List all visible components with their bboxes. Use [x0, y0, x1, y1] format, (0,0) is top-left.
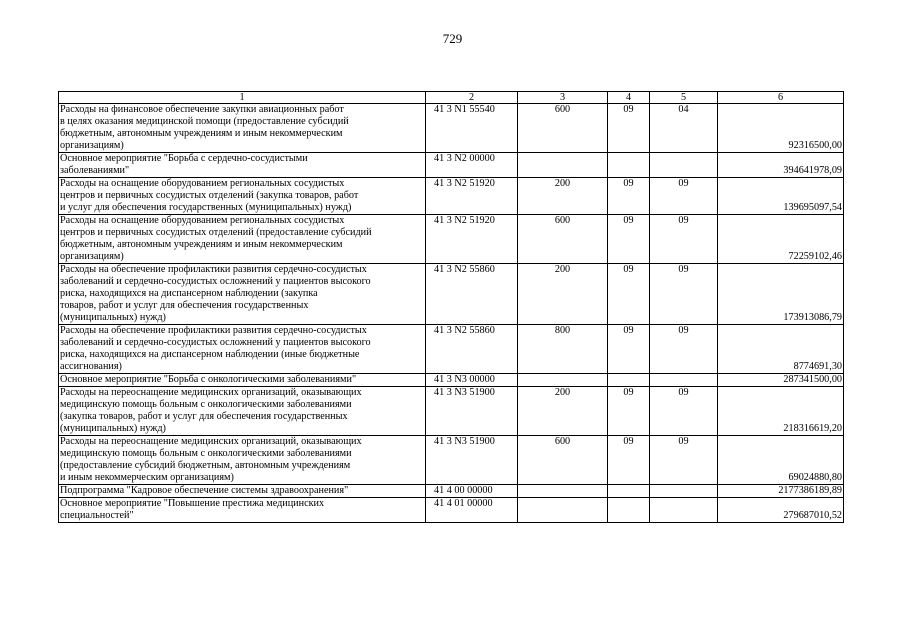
row-subsection-cell [650, 153, 718, 178]
row-name-cell: Расходы на оснащение оборудованием региональных сосудистых центров и первичных сосудистых отделений (закупка товаров, работ и услуг для обеспечения государственных (муниципальных) нужд) [59, 178, 426, 215]
row-subsection-cell: 09 [650, 387, 718, 436]
header-cell: 1 [59, 92, 426, 104]
table-row [59, 387, 844, 436]
row-section-cell [608, 498, 650, 523]
row-amount-cell: 69024880,80 [718, 436, 844, 485]
row-code-cell: 41 4 00 00000 [426, 485, 518, 498]
row-name-cell: Расходы на переоснащение медицинских организаций, оказывающих медицинскую помощь больным с онкологическими заболеваниями (закупка товаров, работ и услуг для обеспечения государственных (муниципальных) нужд) [59, 387, 426, 436]
row-expense-type-cell [518, 498, 608, 523]
row-amount-cell: 8774691,30 [718, 325, 844, 374]
row-section-cell: 09 [608, 178, 650, 215]
row-subsection-cell: 09 [650, 325, 718, 374]
row-name-cell: Подпрограмма "Кадровое обеспечение системы здравоохранения" [59, 485, 426, 498]
row-expense-type-cell: 200 [518, 264, 608, 325]
row-subsection-cell: 09 [650, 436, 718, 485]
row-name-cell: Основное мероприятие "Борьба с онкологическими заболеваниями" [59, 374, 426, 387]
row-code-cell: 41 3 N2 00000 [426, 153, 518, 178]
row-expense-type-cell [518, 485, 608, 498]
header-cell: 6 [718, 92, 844, 104]
row-expense-type-cell: 600 [518, 215, 608, 264]
row-amount-cell: 2177386189,89 [718, 485, 844, 498]
table-row [59, 485, 844, 498]
row-name-cell: Расходы на оснащение оборудованием региональных сосудистых центров и первичных сосудистых отделений (предоставление субсидий бюджетным, автономным учреждениям и иным некоммерческим организациям) [59, 215, 426, 264]
table-row [59, 374, 844, 387]
row-code-cell: 41 3 N2 55860 [426, 264, 518, 325]
row-subsection-cell: 09 [650, 215, 718, 264]
row-code-cell: 41 3 N1 55540 [426, 104, 518, 153]
row-section-cell: 09 [608, 387, 650, 436]
table-row [59, 436, 844, 485]
row-amount-cell: 218316619,20 [718, 387, 844, 436]
row-amount-cell: 279687010,52 [718, 498, 844, 523]
row-expense-type-cell [518, 153, 608, 178]
row-amount-cell: 92316500,00 [718, 104, 844, 153]
budget-table [58, 91, 844, 523]
header-cell: 2 [426, 92, 518, 104]
header-row [59, 92, 844, 104]
table-row [59, 325, 844, 374]
row-expense-type-cell: 800 [518, 325, 608, 374]
header-cell: 5 [650, 92, 718, 104]
row-name-cell: Основное мероприятие "Борьба с сердечно-сосудистыми заболеваниями" [59, 153, 426, 178]
row-expense-type-cell: 600 [518, 436, 608, 485]
row-amount-cell: 173913086,79 [718, 264, 844, 325]
row-section-cell: 09 [608, 436, 650, 485]
table-row [59, 498, 844, 523]
row-expense-type-cell: 200 [518, 178, 608, 215]
row-code-cell: 41 3 N3 51900 [426, 436, 518, 485]
row-amount-cell: 139695097,54 [718, 178, 844, 215]
row-name-cell: Расходы на финансовое обеспечение закупки авиационных работ в целях оказания медицинской помощи (предоставление субсидий бюджетным, автономным учреждениям и иным некоммерческим организациям) [59, 104, 426, 153]
table-row [59, 215, 844, 264]
row-expense-type-cell: 200 [518, 387, 608, 436]
row-expense-type-cell: 600 [518, 104, 608, 153]
row-name-cell: Расходы на переоснащение медицинских организаций, оказывающих медицинскую помощь больным с онкологическими заболеваниями (предоставление субсидий бюджетным, автономным учреждениям и иным некоммерческим организациям) [59, 436, 426, 485]
row-subsection-cell: 04 [650, 104, 718, 153]
row-name-cell: Основное мероприятие "Повышение престижа медицинских специальностей" [59, 498, 426, 523]
row-section-cell [608, 374, 650, 387]
row-name-cell: Расходы на обеспечение профилактики развития сердечно-сосудистых заболеваний и сердечно-сосудистых осложнений у пациентов высокого риска, находящихся на диспансерном наблюдении (закупка товаров, работ и услуг для обеспечения государственных (муниципальных) нужд) [59, 264, 426, 325]
row-amount-cell: 287341500,00 [718, 374, 844, 387]
row-subsection-cell: 09 [650, 178, 718, 215]
row-subsection-cell [650, 498, 718, 523]
row-code-cell: 41 4 01 00000 [426, 498, 518, 523]
row-code-cell: 41 3 N2 51920 [426, 178, 518, 215]
row-section-cell: 09 [608, 264, 650, 325]
row-code-cell: 41 3 N3 00000 [426, 374, 518, 387]
row-section-cell [608, 485, 650, 498]
row-code-cell: 41 3 N2 51920 [426, 215, 518, 264]
table-row [59, 264, 844, 325]
row-amount-cell: 394641978,09 [718, 153, 844, 178]
row-code-cell: 41 3 N2 55860 [426, 325, 518, 374]
table-row [59, 178, 844, 215]
header-cell: 4 [608, 92, 650, 104]
table-row [59, 104, 844, 153]
page-number: 729 [442, 31, 463, 46]
row-section-cell: 09 [608, 104, 650, 153]
row-section-cell: 09 [608, 215, 650, 264]
row-expense-type-cell [518, 374, 608, 387]
row-subsection-cell [650, 485, 718, 498]
row-amount-cell: 72259102,46 [718, 215, 844, 264]
row-section-cell [608, 153, 650, 178]
header-cell: 3 [518, 92, 608, 104]
table-row [59, 153, 844, 178]
row-subsection-cell: 09 [650, 264, 718, 325]
row-section-cell: 09 [608, 325, 650, 374]
row-code-cell: 41 3 N3 51900 [426, 387, 518, 436]
row-name-cell: Расходы на обеспечение профилактики развития сердечно-сосудистых заболеваний и сердечно-сосудистых осложнений у пациентов высокого риска, находящихся на диспансерном наблюдении (иные бюджетные ассигнования) [59, 325, 426, 374]
row-subsection-cell [650, 374, 718, 387]
